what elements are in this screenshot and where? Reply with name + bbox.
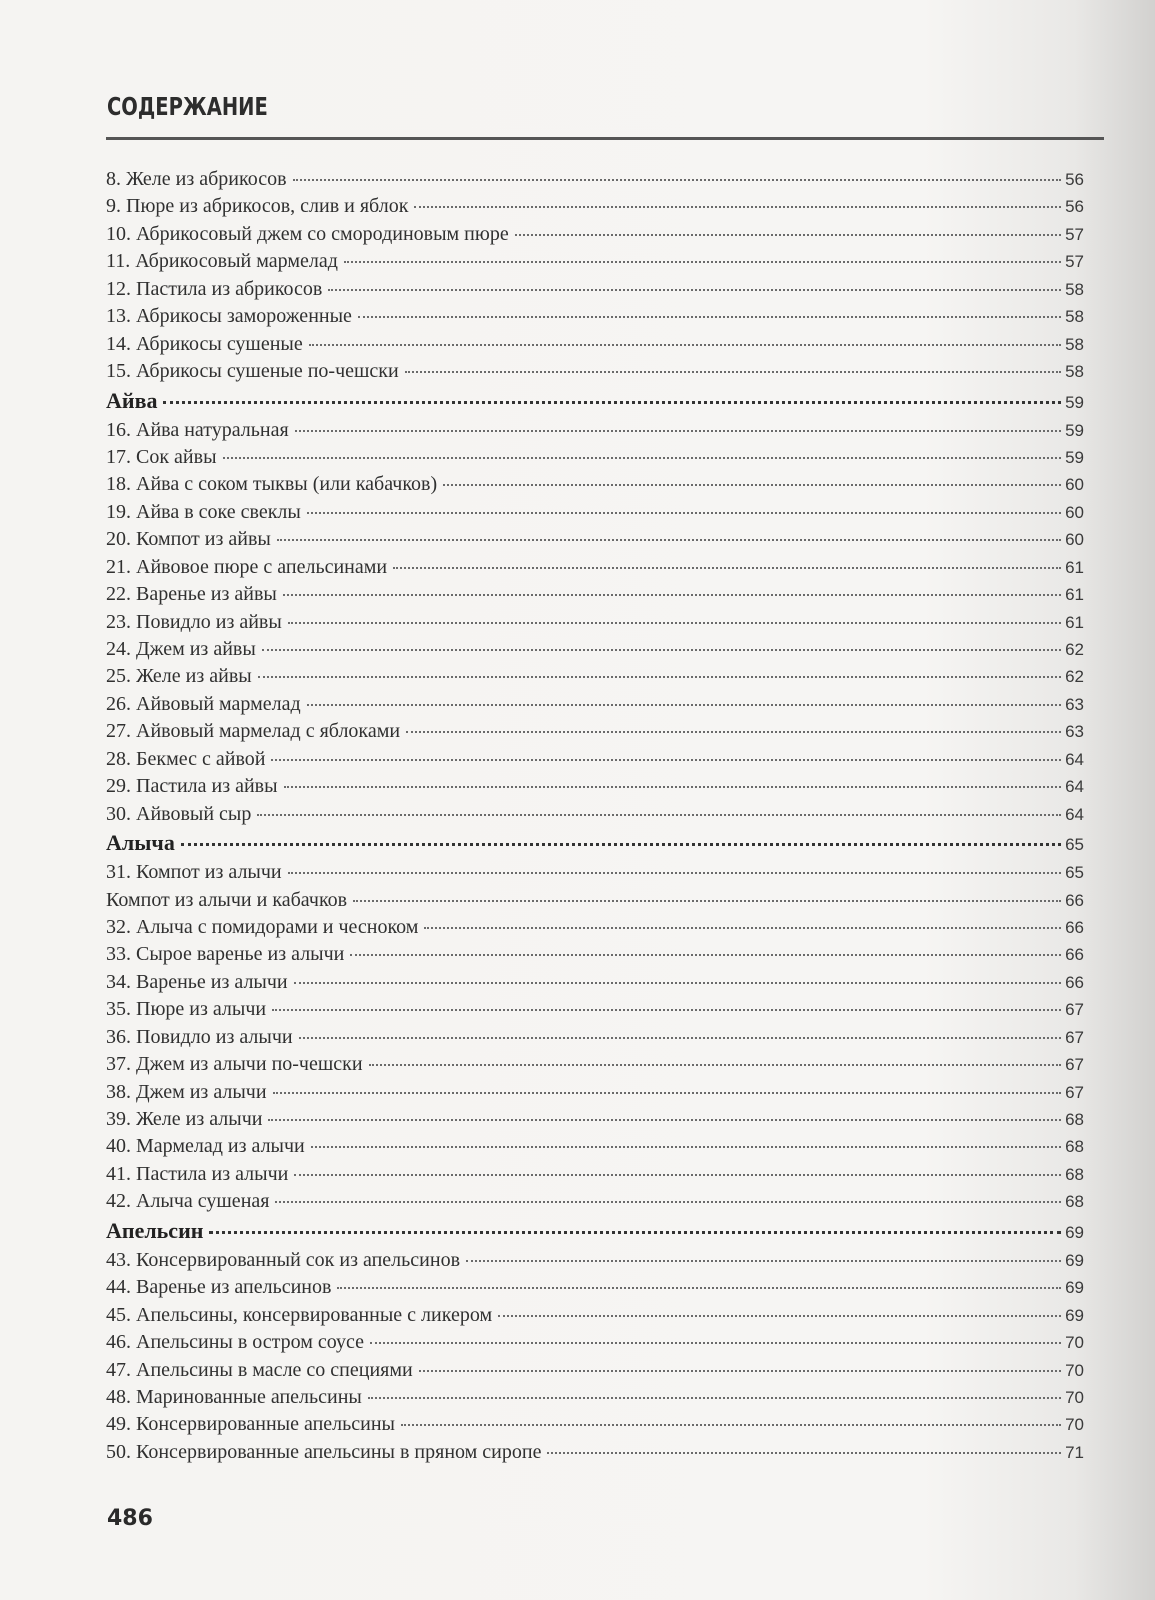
toc-entry-title: 13. Абрикосы замороженные [106, 305, 352, 328]
toc-entry [106, 748, 1084, 775]
toc-entry [106, 775, 1084, 802]
dot-leader [277, 539, 1061, 541]
dot-leader [414, 206, 1061, 208]
toc-entry-page-number: 64 [1065, 804, 1084, 824]
toc-entry [106, 473, 1084, 500]
toc-entry-page-number: 67 [1065, 1055, 1084, 1075]
toc-entry-page-number: 61 [1065, 612, 1084, 632]
dot-leader [283, 594, 1061, 596]
toc-entry-title: 31. Компот из алычи [106, 861, 282, 884]
dot-leader [547, 1452, 1061, 1454]
toc-entry-page-number: 66 [1065, 945, 1084, 965]
toc-section-heading [106, 388, 1084, 419]
toc-entry-title: 47. Апельсины в масле со специями [106, 1358, 413, 1381]
toc-entry [106, 971, 1084, 998]
toc-entry-page-number: 69 [1065, 1222, 1084, 1242]
toc-entry-page-number: 63 [1065, 694, 1084, 714]
toc-entry [106, 1163, 1084, 1190]
dot-leader [406, 731, 1061, 733]
toc-entry-title: Компот из алычи и кабачков [106, 888, 348, 911]
toc-entry-page-number: 66 [1065, 917, 1084, 937]
toc-entry-title: 41. Пастила из алычи [106, 1162, 289, 1185]
toc-entry [106, 1190, 1084, 1217]
toc-entry [106, 305, 1084, 332]
toc-entry-page-number: 67 [1065, 1082, 1084, 1102]
toc-entry-page-number: 67 [1065, 1027, 1084, 1047]
dot-leader [350, 954, 1061, 956]
toc-entry [106, 1441, 1084, 1468]
toc-entry-title: 25. Желе из айвы [106, 665, 252, 688]
dot-leader [358, 316, 1061, 318]
toc-entry-page-number: 60 [1065, 475, 1084, 495]
toc-entry-title: 50. Консервированные апельсины в пряном сиропе [106, 1440, 542, 1463]
toc-entry [106, 861, 1084, 888]
toc-entry-title: 10. Абрикосовый джем со смородиновым пюре [106, 222, 509, 245]
dot-leader [272, 1009, 1061, 1011]
toc-entry-title: 48. Маринованные апельсины [106, 1385, 362, 1408]
toc-entry-title: Айва [106, 387, 158, 413]
toc-entry-title: 45. Апельсины, консервированные с ликером [106, 1303, 493, 1326]
toc-entry [106, 1081, 1084, 1108]
toc-entry-title: 43. Консервированный сок из апельсинов [106, 1248, 461, 1271]
toc-entry-title: 15. Абрикосы сушеные по-чешски [106, 360, 399, 383]
toc-entry [106, 611, 1084, 638]
dot-leader [293, 179, 1062, 181]
toc-entry [106, 638, 1084, 665]
toc-entry-title: Алыча [106, 830, 175, 856]
toc-entry-page-number: 67 [1065, 1000, 1084, 1020]
toc-entry [106, 556, 1084, 583]
toc-entry-title: 22. Варенье из айвы [106, 583, 277, 606]
toc-entry-page-number: 70 [1065, 1360, 1084, 1380]
page-number: 486 [107, 1506, 153, 1531]
toc-entry [106, 419, 1084, 446]
toc-entry [106, 1359, 1084, 1386]
dot-leader [443, 484, 1061, 486]
dot-leader [284, 786, 1062, 788]
dot-leader [369, 1064, 1062, 1066]
dot-leader [353, 900, 1061, 902]
toc-entry [106, 1413, 1084, 1440]
toc-entry [106, 1135, 1084, 1162]
toc-entry-page-number: 61 [1065, 557, 1084, 577]
toc-entry-title: 32. Алыча с помидорами и чесноком [106, 915, 419, 938]
dot-leader [419, 1370, 1061, 1372]
toc-entry [106, 333, 1084, 360]
dot-leader [368, 1397, 1061, 1399]
toc-entry-page-number: 58 [1065, 307, 1084, 327]
toc-entry [106, 889, 1084, 916]
toc-section-heading [106, 1218, 1084, 1249]
toc-entry-title: 42. Алыча сушеная [106, 1190, 270, 1213]
toc-entry-title: 26. Айвовый мармелад [106, 692, 301, 715]
toc-entry [106, 278, 1084, 305]
toc-entry-title: 18. Айва с соком тыквы (или кабачков) [106, 473, 438, 496]
toc-entry [106, 1108, 1084, 1135]
header-rule [106, 137, 1104, 140]
dot-leader [262, 649, 1061, 651]
page-header-title: СОДЕРЖАНИЕ [107, 92, 268, 121]
toc-entry-page-number: 58 [1065, 279, 1084, 299]
toc-entry-title: 29. Пастила из айвы [106, 775, 278, 798]
dot-leader [271, 759, 1061, 761]
toc-entry-title: 49. Консервированные апельсины [106, 1413, 395, 1436]
dot-leader [370, 1342, 1061, 1344]
toc-entry-title: 21. Айвовое пюре с апельсинами [106, 555, 388, 578]
toc-entry-title: 39. Желе из алычи [106, 1108, 263, 1130]
toc-entry-page-number: 58 [1065, 334, 1084, 354]
toc-entry-page-number: 60 [1065, 530, 1084, 550]
toc-entry-page-number: 65 [1065, 835, 1084, 855]
toc-entry-page-number: 58 [1065, 362, 1084, 382]
toc-entry-title: 16. Айва натуральная [106, 418, 289, 441]
dot-leader [405, 371, 1061, 373]
toc-entry-page-number: 59 [1065, 447, 1084, 467]
toc-section-heading [106, 830, 1084, 861]
toc-entry-title: 11. Абрикосовый мармелад [106, 250, 338, 273]
toc-entry [106, 1276, 1084, 1303]
dot-leader [307, 512, 1061, 514]
toc-entry [106, 583, 1084, 610]
toc-entry [106, 446, 1084, 473]
toc-entry [106, 1331, 1084, 1358]
toc-entry-page-number: 70 [1065, 1415, 1084, 1435]
toc-entry-page-number: 57 [1065, 252, 1084, 272]
dot-leader [294, 1174, 1061, 1176]
toc-entry [106, 1304, 1084, 1331]
toc-entry-page-number: 68 [1065, 1137, 1084, 1157]
dot-leader [288, 622, 1061, 624]
dot-leader [163, 401, 1061, 404]
toc-entry [106, 1249, 1084, 1276]
toc-entry-page-number: 61 [1065, 585, 1084, 605]
toc-entry-title: 30. Айвовый сыр [106, 802, 252, 825]
toc-entry [106, 916, 1084, 943]
dot-leader [268, 1119, 1061, 1121]
dot-leader [311, 1146, 1061, 1148]
toc-entry [106, 528, 1084, 555]
toc-entry-page-number: 64 [1065, 777, 1084, 797]
toc-entry-page-number: 56 [1065, 197, 1084, 217]
dot-leader [295, 430, 1061, 432]
toc-entry-page-number: 56 [1065, 170, 1084, 189]
toc-entry-page-number: 69 [1065, 1305, 1084, 1325]
toc-entry-title: 9. Пюре из абрикосов, слив и яблок [106, 195, 409, 218]
toc-entry [106, 1386, 1084, 1413]
dot-leader [181, 843, 1061, 846]
toc-entry-page-number: 69 [1065, 1278, 1084, 1298]
toc-entry-title: 33. Сырое варенье из алычи [106, 943, 345, 966]
toc-entry-title: 14. Абрикосы сушеные [106, 332, 303, 355]
toc-entry-title: 20. Компот из айвы [106, 528, 271, 551]
dot-leader [257, 814, 1061, 816]
toc-entry [106, 223, 1084, 250]
dot-leader [401, 1424, 1061, 1426]
toc-entry-title: 37. Джем из алычи по-чешски [106, 1053, 363, 1076]
toc-entry-title: 27. Айвовый мармелад с яблоками [106, 720, 401, 743]
dot-leader [393, 567, 1061, 569]
toc-entry-page-number: 71 [1065, 1442, 1084, 1462]
toc-entry-title: 38. Джем из алычи [106, 1080, 267, 1103]
toc-entry-title: 8. Желе из абрикосов [106, 168, 287, 190]
toc-entry [106, 693, 1084, 720]
toc-entry [106, 168, 1084, 195]
toc-entry-title: 34. Варенье из алычи [106, 970, 288, 993]
toc-entry-page-number: 66 [1065, 890, 1084, 910]
toc-entry-page-number: 59 [1065, 420, 1084, 440]
toc-entry-title: 19. Айва в соке свеклы [106, 500, 301, 523]
toc-entry-title: 23. Повидло из айвы [106, 610, 282, 633]
dot-leader [223, 457, 1062, 459]
toc-entry-page-number: 62 [1065, 667, 1084, 687]
toc-entry [106, 1026, 1084, 1053]
dot-leader [344, 261, 1061, 263]
toc-entry [106, 501, 1084, 528]
dot-leader [424, 927, 1061, 929]
dot-leader [498, 1315, 1061, 1317]
toc-entry-page-number: 65 [1065, 863, 1084, 883]
toc-entry-page-number: 66 [1065, 972, 1084, 992]
dot-leader [273, 1092, 1062, 1094]
toc-entry-page-number: 60 [1065, 502, 1084, 522]
dot-leader [309, 344, 1061, 346]
toc-entry [106, 998, 1084, 1025]
dot-leader [515, 234, 1061, 236]
toc-entry-page-number: 57 [1065, 224, 1084, 244]
toc-entry-title: 44. Варенье из апельсинов [106, 1276, 332, 1299]
toc-entry-page-number: 59 [1065, 392, 1084, 412]
dot-leader [307, 704, 1061, 706]
toc-entry-title: 17. Сок айвы [106, 445, 217, 468]
table-of-contents [106, 168, 1084, 1468]
toc-entry-page-number: 70 [1065, 1333, 1084, 1353]
toc-entry-title: 36. Повидло из алычи [106, 1025, 293, 1048]
dot-leader [275, 1201, 1061, 1203]
toc-entry [106, 665, 1084, 692]
dot-leader [209, 1231, 1061, 1234]
dot-leader [294, 982, 1061, 984]
toc-entry [106, 803, 1084, 830]
toc-entry-page-number: 62 [1065, 640, 1084, 659]
dot-leader [299, 1037, 1061, 1039]
dot-leader [288, 872, 1061, 874]
toc-entry-page-number: 70 [1065, 1387, 1084, 1407]
toc-entry-title: 35. Пюре из алычи [106, 998, 267, 1021]
dot-leader [328, 289, 1061, 291]
toc-entry-page-number: 64 [1065, 749, 1084, 769]
dot-leader [466, 1260, 1061, 1262]
toc-entry-title: 24. Джем из айвы [106, 638, 256, 660]
toc-entry-title: 46. Апельсины в остром соусе [106, 1331, 365, 1354]
toc-entry [106, 943, 1084, 970]
toc-entry-title: 12. Пастила из абрикосов [106, 277, 323, 300]
toc-entry [106, 195, 1084, 222]
dot-leader [337, 1287, 1061, 1289]
toc-entry [106, 360, 1084, 387]
toc-entry [106, 250, 1084, 277]
toc-entry-page-number: 63 [1065, 722, 1084, 742]
toc-entry [106, 720, 1084, 747]
toc-entry-title: Апельсин [106, 1217, 204, 1243]
toc-entry-page-number: 69 [1065, 1250, 1084, 1270]
toc-entry-page-number: 68 [1065, 1164, 1084, 1184]
toc-entry-page-number: 68 [1065, 1192, 1084, 1212]
toc-entry-title: 40. Мармелад из алычи [106, 1135, 305, 1158]
toc-entry-title: 28. Бекмес с айвой [106, 747, 266, 770]
toc-entry-page-number: 68 [1065, 1110, 1084, 1129]
toc-entry [106, 1053, 1084, 1080]
dot-leader [258, 676, 1061, 678]
